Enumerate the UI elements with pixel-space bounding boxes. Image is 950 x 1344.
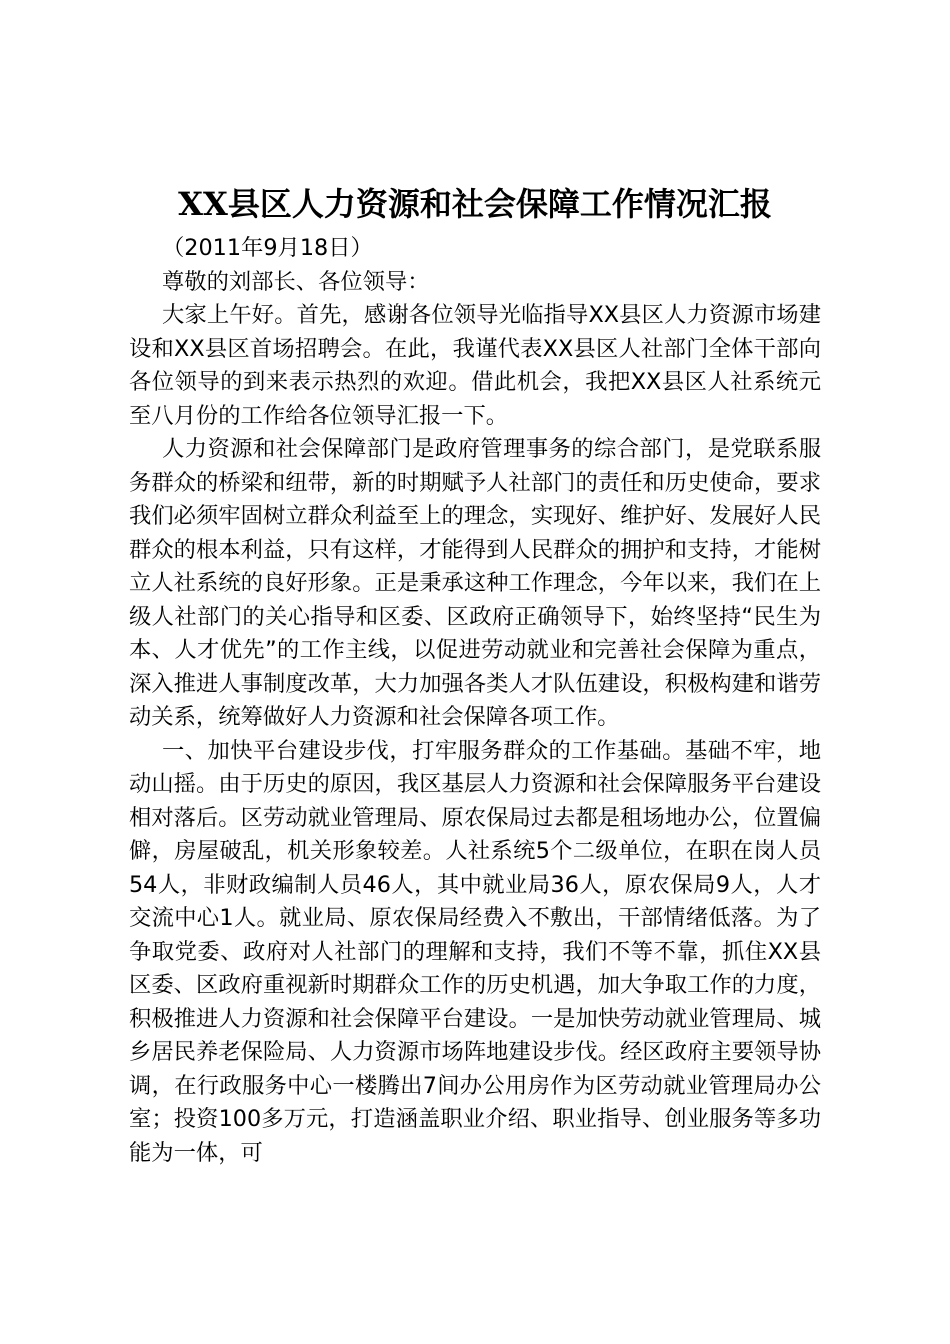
paragraph-platform-construction: 一、加快平台建设步伐，打牢服务群众的工作基础。基础不牢，地动山摇。由于历史的原因，我区基层人力资源和社会保障服务平台建设相对落后。区劳动就业管理局、原农保局过去都是租场地办公，位置偏僻，房屋破乱，机关形象较差。人社系统5个二级单位，在职在岗人员54人，非财政编制人员46人，其中就业局36人，原农保局9人，人才交流中心1人。就业局、原农保局经费入不敷出，干部情绪低落。为了争取党委、政府对人社部门的理解和支持，我们不等不靠，抓住XX县区委、区政府重视新时期群众工作的历史机遇，加大争取工作的力度，积极推进人力资源和社会保障平台建设。一是加快劳动就业管理局、城乡居民养老保险局、人力资源市场阵地建设步伐。经区政府主要领导协调，在行政服务中心一楼腾出7间办公用房作为区劳动就业管理局办公室；投资100多万元，打造涵盖职业介绍、职业指导、创业服务等多功能为一体，可 [129,737,821,1166]
document-title: XX县区人力资源和社会保障工作情况汇报 [178,185,772,223]
date-line: （2011年9月18日） [162,235,373,261]
document-page [129,180,821,1170]
paragraph-greeting: 大家上午好。首先，感谢各位领导光临指导XX县区人力资源市场建设和XX县区首场招聘会。在此，我谨代表XX县区人社部门全体干部向各位领导的到来表示热烈的欢迎。借此机会，我把XX县区人社系统元至八月份的工作给各位领导汇报一下。 [129,302,821,429]
salutation: 尊敬的刘部长、各位领导： [162,268,430,295]
paragraph-overview: 人力资源和社会保障部门是政府管理事务的综合部门，是党联系服务群众的桥梁和纽带，新的时期赋予人社部门的责任和历史使命，要求我们必须牢固树立群众利益至上的理念，实现好、维护好、发展好人民群众的根本利益，只有这样，才能得到人民群众的拥护和支持，才能树立人社系统的良好形象。正是秉承这种工作理念，今年以来，我们在上级人社部门的关心指导和区委、区政府正确领导下，始终坚持“民生为本、人才优先”的工作主线，以促进劳动就业和完善社会保障为重点，深入推进人事制度改革，大力加强各类人才队伍建设，积极构建和谐劳动关系，统筹做好人力资源和社会保障各项工作。 [129,436,821,730]
